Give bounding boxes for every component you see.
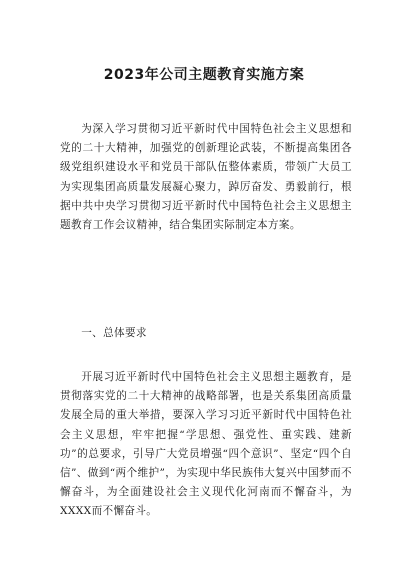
intro-paragraph: 为深入学习贯彻习近平新时代中国特色社会主义思想和党的二十大精神，加强党的创新理论武装，不断提高集团各级党组织建设水平和党员干部队伍整体素质，带领广大员工为实现集团高质量发展凝心聚力，踔厉奋发、勇毅前行，根据中共中央学习贯彻习近平新时代中国特色社会主义思想主题教育工作会议精神，结合集团实际制定本方案。 [60,123,352,232]
section-heading-general-requirements: 一、总体要求 [81,327,147,339]
section-paragraph-general-requirements: 开展习近平新时代中国特色社会主义思想主题教育，是贯彻落实党的二十大精神的战略部署，也是关系集团高质量发展全局的重大举措，要深入学习习近平新时代中国特色社会主义思想，牢牢把握“学思想、强党性、重实践、建新功”的总要求，引导广大党员增强“四个意识”、坚定“四个自信”、做到“两个维护”，为实现中华民族伟大复兴中国梦而不懈奋斗，为全面建设社会主义现代化河南而不懈奋斗，为XXXX而不懈奋斗。 [60,371,352,518]
document-title: 2023年公司主题教育实施方案 [103,67,305,83]
